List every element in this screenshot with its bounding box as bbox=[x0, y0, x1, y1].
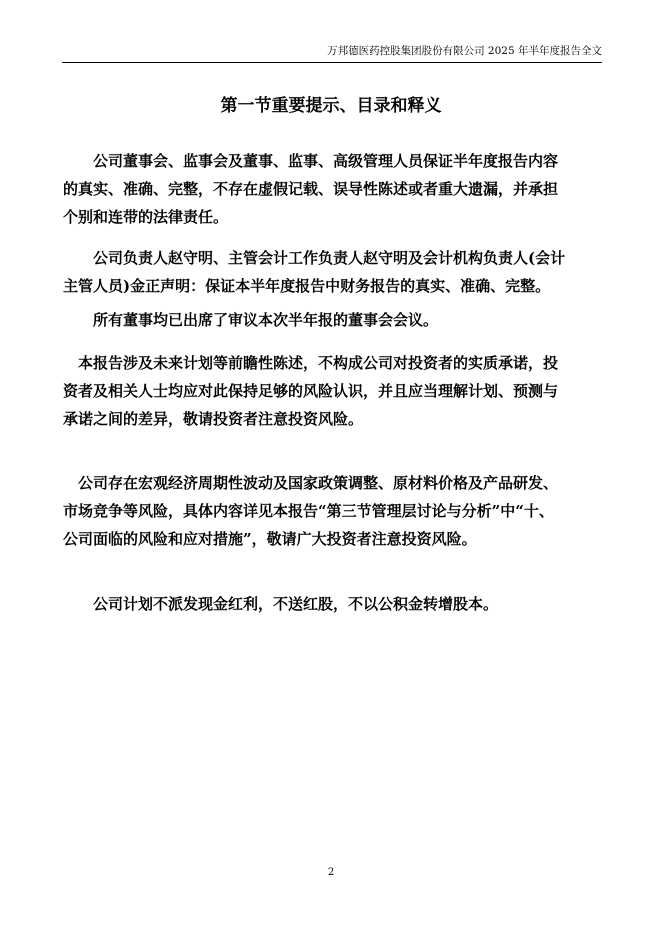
running-header: 万邦德医药控股集团股份有限公司 2025 年半年度报告全文 bbox=[327, 45, 602, 57]
paragraph-line: 的真实、准确、完整，不存在虚假记载、误导性陈述或者重大遗漏，并承担 bbox=[63, 180, 559, 198]
paragraph-line: 公司董事会、监事会及董事、监事、高级管理人员保证半年度报告内容 bbox=[63, 152, 559, 170]
paragraph-dividend-plan bbox=[63, 590, 605, 618]
paragraph-line: 个别和连带的法律责任。 bbox=[63, 208, 229, 226]
paragraph-attendance bbox=[63, 306, 605, 334]
section-title: 第一节重要提示、目录和释义 bbox=[220, 96, 442, 116]
paragraph-line: 市场竞争等风险，具体内容详见本报告“第三节管理层讨论与分析”中“十、 bbox=[63, 502, 554, 520]
paragraph-line: 公司面临的风险和应对措施”，敬请广大投资者注意投资风险。 bbox=[63, 530, 477, 548]
paragraph-risk-factors bbox=[63, 469, 605, 553]
paragraph-line: 主管人员)金正声明：保证本半年度报告中财务报告的真实、准确、完整。 bbox=[63, 277, 551, 295]
paragraph-line: 承诺之间的差异，敬请投资者注意投资风险。 bbox=[63, 410, 364, 428]
paragraph-line: 所有董事均已出席了审议本次半年报的董事会会议。 bbox=[63, 311, 439, 329]
paragraph-line: 公司存在宏观经济周期性波动及国家政策调整、原材料价格及产品研发、 bbox=[63, 474, 559, 492]
paragraph-line: 公司负责人赵守明、主管会计工作负责人赵守明及会计机构负责人(会计 bbox=[63, 249, 566, 267]
page-number: 2 bbox=[327, 867, 335, 878]
paragraph-forward-looking bbox=[63, 349, 605, 433]
paragraph-line: 本报告涉及未来计划等前瞻性陈述，不构成公司对投资者的实质承诺，投 bbox=[63, 354, 559, 372]
paragraph-responsible-persons bbox=[63, 244, 605, 300]
header-divider bbox=[62, 62, 602, 63]
paragraph-line: 公司计划不派发现金红利，不送红股，不以公积金转增股本。 bbox=[63, 595, 499, 613]
paragraph-board-guarantee bbox=[63, 147, 605, 231]
paragraph-line: 资者及相关人士均应对此保持足够的风险认识，并且应当理解计划、预测与 bbox=[63, 382, 559, 400]
